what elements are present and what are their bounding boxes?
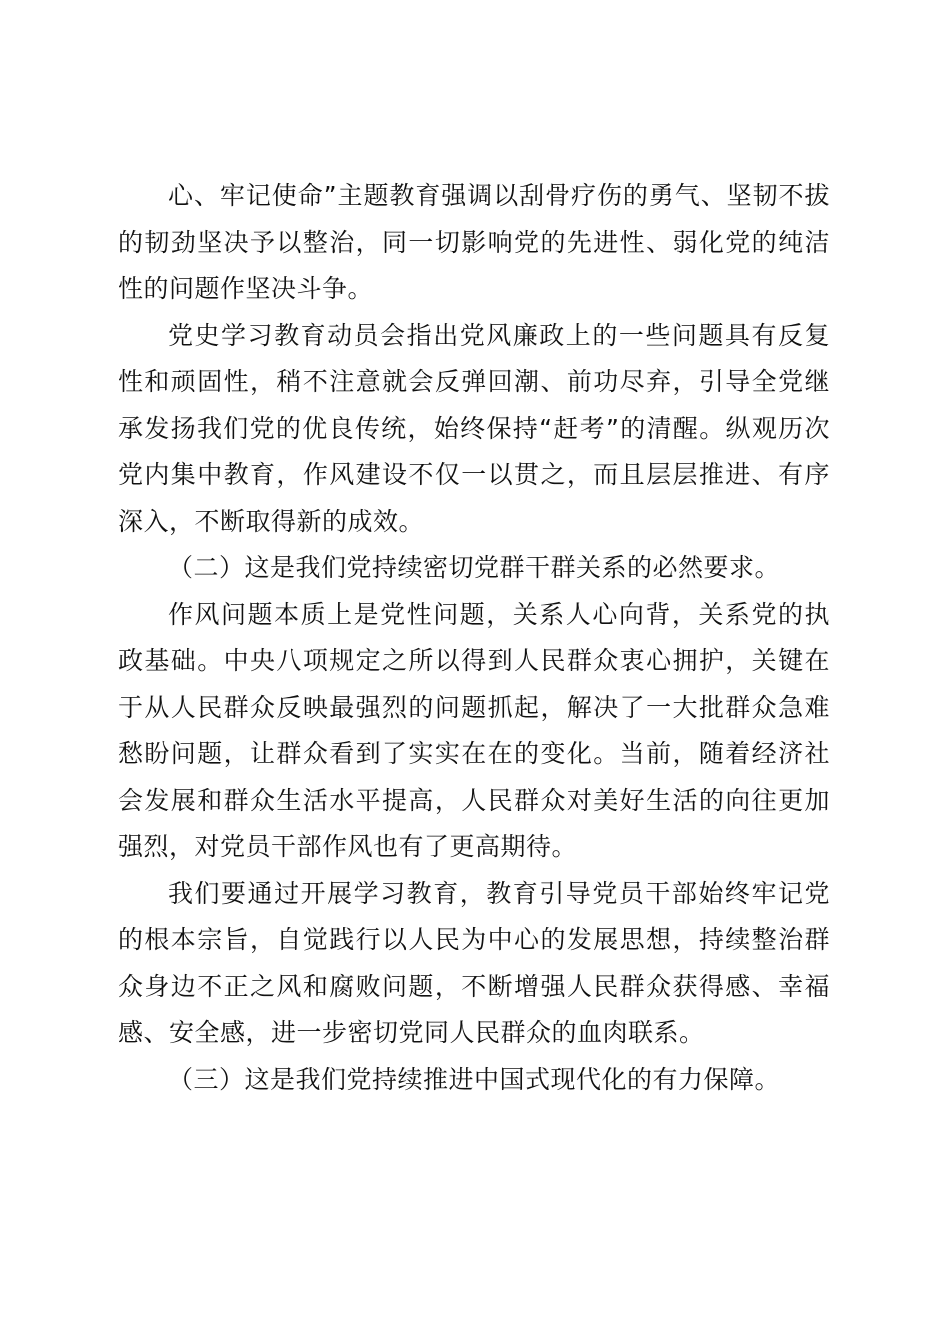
paragraph-learning-education-goal: 我们要通过开展学习教育，教育引导党员干部始终牢记党的根本宗旨，自觉践行以人民为中心的发展思想，持续整治群众身边不正之风和腐败问题，不断增强人民群众获得感、幸福感、安全感，进一步密切党同人民群众的血肉联系。 [118, 878, 830, 1047]
paragraph-continuation: 心、牢记使命”主题教育强调以刮骨疗伤的勇气、坚韧不拔的韧劲坚决予以整治，同一切影响党的先进性、弱化党的纯洁性的问题作坚决斗争。 [118, 181, 830, 303]
document-body [118, 173, 830, 1103]
paragraph-work-style-nature: 作风问题本质上是党性问题，关系人心向背，关系党的执政基础。中央八项规定之所以得到人民群众衷心拥护，关键在于从人民群众反映最强烈的问题抓起，解决了一大批群众急难愁盼问题，让群众看到了实实在在的变化。当前，随着经济社会发展和群众生活水平提高，人民群众对美好生活的向往更加强烈，对党员干部作风也有了更高期待。 [118, 599, 830, 861]
section-heading-3: （三）这是我们党持续推进中国式现代化的有力保障。 [168, 1064, 781, 1094]
section-heading-2: （二）这是我们党持续密切党群干群关系的必然要求。 [168, 553, 781, 582]
paragraph-party-history-education: 党史学习教育动员会指出党风廉政上的一些问题具有反复性和顽固性，稍不注意就会反弹回潮、前功尽弃，引导全党继承发扬我们党的优良传统，始终保持“赶考”的清醒。纵观历次党内集中教育，作风建设不仅一以贯之，而且层层推进、有序深入，不断取得新的成效。 [118, 320, 830, 536]
